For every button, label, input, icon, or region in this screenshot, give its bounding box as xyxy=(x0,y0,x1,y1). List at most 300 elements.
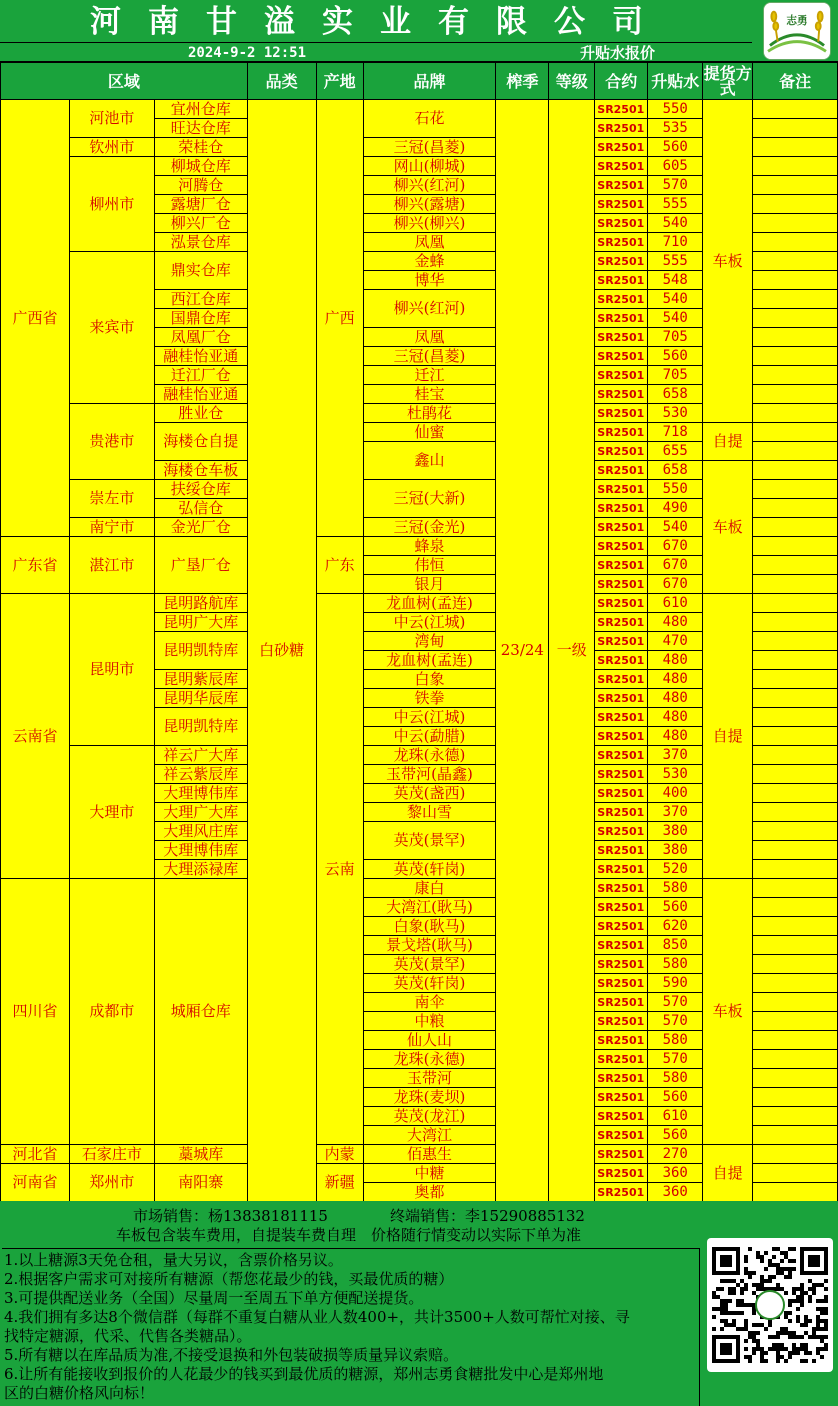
premium-cell: 480 xyxy=(648,708,703,727)
contract-cell: SR2501 xyxy=(595,689,648,708)
brand-cell: 凤凰 xyxy=(363,233,496,252)
remark-cell xyxy=(753,195,838,214)
province-cell: 广东省 xyxy=(1,537,70,594)
premium-cell: 270 xyxy=(648,1145,703,1164)
premium-cell: 670 xyxy=(648,556,703,575)
contract-cell: SR2501 xyxy=(595,993,648,1012)
brand-cell: 龙珠(永德) xyxy=(363,746,496,765)
warehouse-cell: 大理博伟库 xyxy=(154,841,247,860)
warehouse-cell: 凤凰厂仓 xyxy=(154,328,247,347)
remark-cell xyxy=(753,499,838,518)
brand-cell: 柳兴(红河) xyxy=(363,176,496,195)
brand-cell: 英茂(景罕) xyxy=(363,955,496,974)
remark-cell xyxy=(753,1031,838,1050)
brand-cell: 杜鹃花 xyxy=(363,404,496,423)
premium-cell: 620 xyxy=(648,917,703,936)
origin-cell: 云南 xyxy=(316,594,363,1145)
premium-cell: 570 xyxy=(648,176,703,195)
brand-cell: 鑫山 xyxy=(363,442,496,480)
contract-cell: SR2501 xyxy=(595,1107,648,1126)
contract-cell: SR2501 xyxy=(595,442,648,461)
brand-cell: 铁拳 xyxy=(363,689,496,708)
brand-cell: 南伞 xyxy=(363,993,496,1012)
remark-cell xyxy=(753,936,838,955)
warehouse-cell: 露塘厂仓 xyxy=(154,195,247,214)
delivery-cell: 车板 xyxy=(703,879,753,1145)
contract-cell: SR2501 xyxy=(595,537,648,556)
premium-cell: 360 xyxy=(648,1183,703,1202)
brand-cell: 景戈塔(耿马) xyxy=(363,936,496,955)
contract-cell: SR2501 xyxy=(595,347,648,366)
province-cell: 河南省 xyxy=(1,1164,70,1202)
brand-cell: 白象 xyxy=(363,670,496,689)
footer xyxy=(0,1201,838,1406)
premium-cell: 360 xyxy=(648,1164,703,1183)
contract-cell: SR2501 xyxy=(595,157,648,176)
quote-subtitle: 升贴水报价 xyxy=(580,44,656,62)
premium-cell: 670 xyxy=(648,537,703,556)
premium-cell: 520 xyxy=(648,860,703,879)
contract-cell: SR2501 xyxy=(595,1050,648,1069)
premium-cell: 380 xyxy=(648,841,703,860)
delivery-cell: 车板 xyxy=(703,100,753,423)
table-header-row xyxy=(1,63,838,100)
brand-cell: 康白 xyxy=(363,879,496,898)
brand-cell: 中糖 xyxy=(363,1164,496,1183)
remark-cell xyxy=(753,1050,838,1069)
brand-cell: 金蜂 xyxy=(363,252,496,271)
contract-cell: SR2501 xyxy=(595,746,648,765)
col-premium: 升贴水 xyxy=(648,63,703,100)
remark-cell xyxy=(753,461,838,480)
warehouse-cell: 大理广大库 xyxy=(154,803,247,822)
remark-cell xyxy=(753,632,838,651)
origin-cell: 新疆 xyxy=(316,1164,363,1202)
warehouse-cell: 昆明广大库 xyxy=(154,613,247,632)
premium-cell: 570 xyxy=(648,1050,703,1069)
remark-cell xyxy=(753,1145,838,1164)
col-contract: 合约 xyxy=(595,63,648,100)
premium-cell: 530 xyxy=(648,404,703,423)
warehouse-cell: 昆明华辰库 xyxy=(154,689,247,708)
brand-cell: 中粮 xyxy=(363,1012,496,1031)
city-cell: 石家庄市 xyxy=(69,1145,154,1164)
remark-cell xyxy=(753,651,838,670)
delivery-cell: 车板 xyxy=(703,461,753,594)
contract-cell: SR2501 xyxy=(595,632,648,651)
premium-cell: 550 xyxy=(648,480,703,499)
remark-cell xyxy=(753,974,838,993)
premium-cell: 480 xyxy=(648,613,703,632)
warehouse-cell: 宜州仓库 xyxy=(154,100,247,119)
contract-cell: SR2501 xyxy=(595,784,648,803)
warehouse-cell: 南阳寨 xyxy=(154,1164,247,1202)
premium-cell: 560 xyxy=(648,1126,703,1145)
remark-cell xyxy=(753,1069,838,1088)
warehouse-cell: 大理添禄库 xyxy=(154,860,247,879)
list-item: 2.根据客户需求可对接所有糖源（帮您花最少的钱，买最优质的糖） xyxy=(4,1270,454,1288)
warehouse-cell: 扶绥仓库 xyxy=(154,480,247,499)
list-item: 找特定糖源，代采、代售各类糖品）。 xyxy=(4,1327,252,1345)
brand-cell: 三冠(昌菱) xyxy=(363,347,496,366)
warehouse-cell: 海楼仓自提 xyxy=(154,423,247,461)
brand-cell: 英茂(轩岗) xyxy=(363,860,496,879)
premium-cell: 480 xyxy=(648,670,703,689)
brand-cell: 玉带河 xyxy=(363,1069,496,1088)
col-remark: 备注 xyxy=(753,63,838,100)
contract-cell: SR2501 xyxy=(595,366,648,385)
remark-cell xyxy=(753,955,838,974)
premium-cell: 605 xyxy=(648,157,703,176)
premium-cell: 590 xyxy=(648,974,703,993)
premium-cell: 710 xyxy=(648,233,703,252)
brand-cell: 龙血树(孟连) xyxy=(363,594,496,613)
warehouse-cell: 胜业仓 xyxy=(154,404,247,423)
premium-cell: 470 xyxy=(648,632,703,651)
warehouse-cell: 昆明路航库 xyxy=(154,594,247,613)
premium-cell: 540 xyxy=(648,309,703,328)
warehouse-cell: 河腾仓 xyxy=(154,176,247,195)
remark-cell xyxy=(753,328,838,347)
remark-cell xyxy=(753,404,838,423)
header-subrow xyxy=(0,42,752,62)
premium-cell: 560 xyxy=(648,898,703,917)
contract-cell: SR2501 xyxy=(595,385,648,404)
contract-cell: SR2501 xyxy=(595,404,648,423)
city-cell: 成都市 xyxy=(69,879,154,1145)
origin-cell: 内蒙 xyxy=(316,1145,363,1164)
delivery-cell: 自提 xyxy=(703,423,753,461)
contract-cell: SR2501 xyxy=(595,195,648,214)
contract-cell: SR2501 xyxy=(595,119,648,138)
brand-cell: 龙血树(孟连) xyxy=(363,651,496,670)
remark-cell xyxy=(753,138,838,157)
contract-cell: SR2501 xyxy=(595,1069,648,1088)
price-note: 价格随行情变动以实际下单为准 xyxy=(371,1226,582,1244)
premium-cell: 548 xyxy=(648,271,703,290)
category-cell: 白砂糖 xyxy=(247,100,316,1202)
contract-cell: SR2501 xyxy=(595,765,648,784)
contract-cell: SR2501 xyxy=(595,138,648,157)
contract-cell: SR2501 xyxy=(595,1164,648,1183)
warehouse-cell: 弘信仓 xyxy=(154,499,247,518)
sales-market-contact: 市场销售：杨13838181115 xyxy=(133,1207,328,1225)
premium-cell: 560 xyxy=(648,138,703,157)
contract-cell: SR2501 xyxy=(595,1088,648,1107)
brand-cell: 三冠(昌菱) xyxy=(363,138,496,157)
warehouse-cell: 昆明紫辰库 xyxy=(154,670,247,689)
contract-cell: SR2501 xyxy=(595,803,648,822)
brand-cell: 龙珠(永德) xyxy=(363,1050,496,1069)
remark-cell xyxy=(753,803,838,822)
brand-cell: 佰惠生 xyxy=(363,1145,496,1164)
remark-cell xyxy=(753,1012,838,1031)
delivery-fee-note: 车板包含装车费用，自提装车费自理 xyxy=(116,1226,357,1244)
premium-cell: 535 xyxy=(648,119,703,138)
list-item: 区的白糖价格风向标！ xyxy=(4,1384,155,1402)
brand-cell: 柳兴(柳兴) xyxy=(363,214,496,233)
brand-cell: 石花 xyxy=(363,100,496,138)
col-origin: 产地 xyxy=(316,63,363,100)
notes-list xyxy=(2,1248,700,1406)
warehouse-cell: 大理风庄库 xyxy=(154,822,247,841)
city-cell: 钦州市 xyxy=(69,138,154,157)
warehouse-cell: 国鼎仓库 xyxy=(154,309,247,328)
remark-cell xyxy=(753,119,838,138)
contract-cell: SR2501 xyxy=(595,328,648,347)
premium-cell: 480 xyxy=(648,727,703,746)
premium-cell: 555 xyxy=(648,252,703,271)
province-cell: 河北省 xyxy=(1,1145,70,1164)
warehouse-cell: 藁城库 xyxy=(154,1145,247,1164)
brand-cell: 桂宝 xyxy=(363,385,496,404)
brand-cell: 仙人山 xyxy=(363,1031,496,1050)
warehouse-cell: 融桂怡亚通 xyxy=(154,347,247,366)
brand-cell: 湾甸 xyxy=(363,632,496,651)
brand-cell: 仙蜜 xyxy=(363,423,496,442)
city-cell: 南宁市 xyxy=(69,518,154,537)
origin-cell: 广西 xyxy=(316,100,363,537)
city-cell: 贵港市 xyxy=(69,404,154,480)
premium-cell: 380 xyxy=(648,822,703,841)
warehouse-cell: 鼎实仓库 xyxy=(154,252,247,290)
remark-cell xyxy=(753,860,838,879)
col-delivery: 提货方式 xyxy=(703,64,752,98)
price-table xyxy=(0,62,838,1202)
contract-cell: SR2501 xyxy=(595,518,648,537)
remark-cell xyxy=(753,917,838,936)
province-cell: 四川省 xyxy=(1,879,70,1145)
list-item: 5.所有糖以在库品质为准,不接受退换和外包装破损等质量异议索赔。 xyxy=(4,1346,459,1364)
contract-cell: SR2501 xyxy=(595,461,648,480)
warehouse-cell: 旺达仓库 xyxy=(154,119,247,138)
list-item: 3.可提供配送业务（全国）尽量周一至周五下单方便配送提货。 xyxy=(4,1289,424,1307)
premium-cell: 490 xyxy=(648,499,703,518)
contract-cell: SR2501 xyxy=(595,233,648,252)
premium-cell: 705 xyxy=(648,366,703,385)
remark-cell xyxy=(753,233,838,252)
remark-cell xyxy=(753,366,838,385)
grade-cell: 一级 xyxy=(549,100,595,1202)
premium-cell: 530 xyxy=(648,765,703,784)
remark-cell xyxy=(753,214,838,233)
premium-cell: 580 xyxy=(648,1069,703,1088)
warehouse-cell: 泓景仓库 xyxy=(154,233,247,252)
remark-cell xyxy=(753,613,838,632)
remark-cell xyxy=(753,442,838,461)
table-row xyxy=(1,879,838,898)
city-cell: 昆明市 xyxy=(69,594,154,746)
brand-cell: 英茂(龙江) xyxy=(363,1107,496,1126)
remark-cell xyxy=(753,480,838,499)
col-grade: 等级 xyxy=(549,63,595,100)
contract-cell: SR2501 xyxy=(595,100,648,119)
header-bar xyxy=(0,0,838,62)
contract-cell: SR2501 xyxy=(595,1031,648,1050)
brand-cell: 奥都 xyxy=(363,1183,496,1202)
contract-cell: SR2501 xyxy=(595,271,648,290)
table-row xyxy=(1,1145,838,1164)
warehouse-cell: 祥云紫辰库 xyxy=(154,765,247,784)
sales-terminal-contact: 终端销售：李15290885132 xyxy=(390,1207,585,1225)
city-cell: 郑州市 xyxy=(69,1164,154,1202)
contract-cell: SR2501 xyxy=(595,1145,648,1164)
season-cell: 23/24 xyxy=(496,100,549,1202)
remark-cell xyxy=(753,765,838,784)
premium-cell: 570 xyxy=(648,1012,703,1031)
contract-cell: SR2501 xyxy=(595,499,648,518)
brand-cell: 银月 xyxy=(363,575,496,594)
table-row xyxy=(1,594,838,613)
premium-cell: 570 xyxy=(648,993,703,1012)
list-item: 6.让所有能接收到报价的人花最少的钱买到最优质的糖源，郑州志勇食糖批发中心是郑州地 xyxy=(4,1365,604,1383)
contract-cell: SR2501 xyxy=(595,651,648,670)
brand-cell: 中云(江城) xyxy=(363,708,496,727)
company-title: 河南甘溢实业有限公司 xyxy=(90,4,670,40)
remark-cell xyxy=(753,822,838,841)
remark-cell xyxy=(753,689,838,708)
contract-cell: SR2501 xyxy=(595,613,648,632)
brand-cell: 玉带河(晶鑫) xyxy=(363,765,496,784)
premium-cell: 670 xyxy=(648,575,703,594)
contract-cell: SR2501 xyxy=(595,822,648,841)
brand-cell: 白象(耿马) xyxy=(363,917,496,936)
remark-cell xyxy=(753,347,838,366)
premium-cell: 370 xyxy=(648,803,703,822)
brand-cell: 蜂泉 xyxy=(363,537,496,556)
province-cell: 广西省 xyxy=(1,100,70,537)
contract-cell: SR2501 xyxy=(595,214,648,233)
remark-cell xyxy=(753,518,838,537)
remark-cell xyxy=(753,841,838,860)
contract-cell: SR2501 xyxy=(595,917,648,936)
col-season: 榨季 xyxy=(496,63,549,100)
premium-cell: 480 xyxy=(648,651,703,670)
premium-cell: 400 xyxy=(648,784,703,803)
remark-cell xyxy=(753,879,838,898)
qr-code-icon xyxy=(707,1238,833,1372)
premium-cell: 850 xyxy=(648,936,703,955)
warehouse-cell: 海楼仓车板 xyxy=(154,461,247,480)
col-region: 区域 xyxy=(1,63,248,100)
warehouse-cell: 金光厂仓 xyxy=(154,518,247,537)
list-item: 1.以上糖源3天免仓租，量大另议，含票价格另议。 xyxy=(4,1251,343,1269)
premium-cell: 370 xyxy=(648,746,703,765)
remark-cell xyxy=(753,252,838,271)
warehouse-cell: 昆明凯特库 xyxy=(154,632,247,670)
city-cell: 柳州市 xyxy=(69,157,154,252)
remark-cell xyxy=(753,423,838,442)
contract-cell: SR2501 xyxy=(595,575,648,594)
premium-cell: 580 xyxy=(648,879,703,898)
remark-cell xyxy=(753,176,838,195)
warehouse-cell: 西江仓库 xyxy=(154,290,247,309)
contract-cell: SR2501 xyxy=(595,1126,648,1145)
brand-cell: 中云(勐腊) xyxy=(363,727,496,746)
contract-cell: SR2501 xyxy=(595,423,648,442)
contract-cell: SR2501 xyxy=(595,670,648,689)
remark-cell xyxy=(753,537,838,556)
warehouse-cell: 大理博伟库 xyxy=(154,784,247,803)
remark-cell xyxy=(753,1126,838,1145)
city-cell: 河池市 xyxy=(69,100,154,138)
remark-cell xyxy=(753,993,838,1012)
city-cell: 湛江市 xyxy=(69,537,154,594)
warehouse-cell: 迁江厂仓 xyxy=(154,366,247,385)
delivery-cell: 自提 xyxy=(703,594,753,879)
contract-cell: SR2501 xyxy=(595,290,648,309)
province-cell: 云南省 xyxy=(1,594,70,879)
brand-cell: 黎山雪 xyxy=(363,803,496,822)
premium-cell: 705 xyxy=(648,328,703,347)
remark-cell xyxy=(753,385,838,404)
brand-cell: 大湾江(耿马) xyxy=(363,898,496,917)
brand-cell: 博华 xyxy=(363,271,496,290)
warehouse-cell: 城厢仓库 xyxy=(154,879,247,1145)
contract-cell: SR2501 xyxy=(595,480,648,499)
premium-cell: 580 xyxy=(648,1031,703,1050)
city-cell: 崇左市 xyxy=(69,480,154,518)
city-cell: 大理市 xyxy=(69,746,154,879)
contract-cell: SR2501 xyxy=(595,955,648,974)
premium-cell: 480 xyxy=(648,689,703,708)
contract-cell: SR2501 xyxy=(595,1183,648,1202)
remark-cell xyxy=(753,1164,838,1183)
remark-cell xyxy=(753,1088,838,1107)
premium-cell: 610 xyxy=(648,594,703,613)
remark-cell xyxy=(753,1107,838,1126)
contract-cell: SR2501 xyxy=(595,1012,648,1031)
premium-cell: 550 xyxy=(648,100,703,119)
premium-cell: 540 xyxy=(648,214,703,233)
premium-cell: 560 xyxy=(648,1088,703,1107)
premium-cell: 540 xyxy=(648,290,703,309)
brand-cell: 龙珠(麦坝) xyxy=(363,1088,496,1107)
contract-cell: SR2501 xyxy=(595,936,648,955)
brand-cell: 英茂(盏西) xyxy=(363,784,496,803)
contract-cell: SR2501 xyxy=(595,841,648,860)
contract-cell: SR2501 xyxy=(595,860,648,879)
brand-cell: 柳兴(露塘) xyxy=(363,195,496,214)
contract-cell: SR2501 xyxy=(595,252,648,271)
warehouse-cell: 柳兴厂仓 xyxy=(154,214,247,233)
brand-cell: 英茂(景罕) xyxy=(363,822,496,860)
col-brand: 品牌 xyxy=(363,63,496,100)
brand-cell: 中云(江城) xyxy=(363,613,496,632)
premium-cell: 540 xyxy=(648,518,703,537)
warehouse-cell: 柳城仓库 xyxy=(154,157,247,176)
contract-cell: SR2501 xyxy=(595,556,648,575)
table-row xyxy=(1,100,838,119)
remark-cell xyxy=(753,670,838,689)
premium-cell: 610 xyxy=(648,1107,703,1126)
premium-cell: 655 xyxy=(648,442,703,461)
remark-cell xyxy=(753,898,838,917)
remark-cell xyxy=(753,708,838,727)
contract-cell: SR2501 xyxy=(595,176,648,195)
premium-cell: 718 xyxy=(648,423,703,442)
svg-text:志勇: 志勇 xyxy=(786,14,808,28)
wheat-logo-icon xyxy=(763,2,831,60)
origin-cell: 广东 xyxy=(316,537,363,594)
remark-cell xyxy=(753,157,838,176)
warehouse-cell: 融桂怡亚通 xyxy=(154,385,247,404)
brand-cell: 柳兴(红河) xyxy=(363,290,496,328)
contract-cell: SR2501 xyxy=(595,727,648,746)
quote-date: 2024-9-2 12:51 xyxy=(188,45,307,61)
brand-cell: 大湾江 xyxy=(363,1126,496,1145)
remark-cell xyxy=(753,1183,838,1202)
